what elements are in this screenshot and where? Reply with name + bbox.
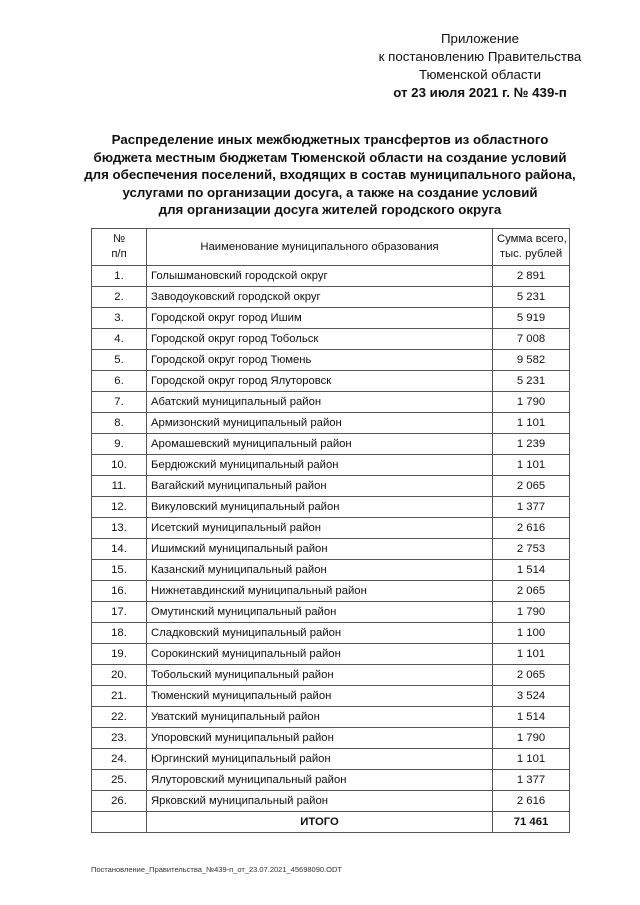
- row-number: 1.: [92, 266, 147, 287]
- row-name: Аромашевский муниципальный район: [147, 434, 493, 455]
- row-number: 23.: [92, 728, 147, 749]
- row-number: 6.: [92, 371, 147, 392]
- row-name: Вагайский муниципальный район: [147, 476, 493, 497]
- row-number: 9.: [92, 434, 147, 455]
- row-sum: 2 065: [493, 665, 570, 686]
- row-sum: 7 008: [493, 329, 570, 350]
- table-row: [92, 791, 570, 812]
- row-sum: 2 065: [493, 476, 570, 497]
- row-number: 22.: [92, 707, 147, 728]
- column-header-number: [92, 229, 147, 266]
- row-sum: 1 101: [493, 413, 570, 434]
- row-number: 4.: [92, 329, 147, 350]
- row-number: 15.: [92, 560, 147, 581]
- title-line: бюджета местным бюджетам Тюменской области на создание условий: [93, 149, 567, 165]
- table-row: [92, 623, 570, 644]
- row-number: 26.: [92, 791, 147, 812]
- row-name: Ишимский муниципальный район: [147, 539, 493, 560]
- title-line: для организации досуга жителей городского округа: [158, 202, 502, 217]
- column-header-name: Наименование муниципального образования: [147, 229, 493, 266]
- table-row: [92, 686, 570, 707]
- row-name: Ярковский муниципальный район: [147, 791, 493, 812]
- total-sum: 71 461: [493, 812, 570, 833]
- row-name: Викуловский муниципальный район: [147, 497, 493, 518]
- row-name: Казанский муниципальный район: [147, 560, 493, 581]
- row-name: Упоровский муниципальный район: [147, 728, 493, 749]
- row-number: 18.: [92, 623, 147, 644]
- total-empty-cell: [92, 812, 147, 833]
- table-row: [92, 665, 570, 686]
- row-name: Юргинский муниципальный район: [147, 749, 493, 770]
- row-sum: 1 101: [493, 749, 570, 770]
- table-row: [92, 644, 570, 665]
- row-name: Заводоуковский городской округ: [147, 287, 493, 308]
- table-row: [92, 728, 570, 749]
- row-sum: 1 377: [493, 770, 570, 791]
- row-sum: 2 065: [493, 581, 570, 602]
- table-row: [92, 749, 570, 770]
- row-sum: 1 239: [493, 434, 570, 455]
- column-header-sum: [493, 229, 570, 266]
- row-name: Тюменский муниципальный район: [147, 686, 493, 707]
- row-name: Городской округ город Тобольск: [147, 329, 493, 350]
- row-number: 8.: [92, 413, 147, 434]
- appendix-label: Приложение: [441, 31, 519, 46]
- row-sum: 2 616: [493, 518, 570, 539]
- table-row: [92, 497, 570, 518]
- row-sum: 1 101: [493, 644, 570, 665]
- row-sum: 9 582: [493, 350, 570, 371]
- row-sum: 1 790: [493, 392, 570, 413]
- row-number: 10.: [92, 455, 147, 476]
- table-row: [92, 371, 570, 392]
- row-name: Голышмановский городской округ: [147, 266, 493, 287]
- row-name: Городской округ город Ялуторовск: [147, 371, 493, 392]
- row-number: 11.: [92, 476, 147, 497]
- row-sum: 1 790: [493, 602, 570, 623]
- title-line: услугами по организации досуга, а также на создание условий: [122, 184, 538, 200]
- row-sum: 1 100: [493, 623, 570, 644]
- row-number: 21.: [92, 686, 147, 707]
- document-title: [80, 131, 580, 219]
- row-name: Уватский муниципальный район: [147, 707, 493, 728]
- row-sum: 2 891: [493, 266, 570, 287]
- row-sum: 2 616: [493, 791, 570, 812]
- appendix-header: [330, 30, 630, 102]
- title-line: Распределение иных межбюджетных трансфертов из областного: [111, 132, 549, 147]
- table-row: [92, 350, 570, 371]
- appendix-ref: к постановлению Правительства: [378, 49, 582, 64]
- allocation-table: [91, 228, 570, 833]
- table-row: [92, 329, 570, 350]
- row-number: 3.: [92, 308, 147, 329]
- row-name: Бердюжский муниципальный район: [147, 455, 493, 476]
- total-row: [92, 812, 570, 833]
- table-header-row: [92, 229, 570, 266]
- row-sum: 1 514: [493, 560, 570, 581]
- row-name: Нижнетавдинский муниципальный район: [147, 581, 493, 602]
- row-name: Омутинский муниципальный район: [147, 602, 493, 623]
- row-sum: 5 231: [493, 287, 570, 308]
- table-row: [92, 707, 570, 728]
- row-name: Абатский муниципальный район: [147, 392, 493, 413]
- row-number: 20.: [92, 665, 147, 686]
- title-line: для обеспечения поселений, входящих в состав муниципального района,: [84, 167, 576, 182]
- row-number: 13.: [92, 518, 147, 539]
- table-row: [92, 434, 570, 455]
- row-sum: 1 101: [493, 455, 570, 476]
- row-name: Ялуторовский муниципальный район: [147, 770, 493, 791]
- total-label: ИТОГО: [147, 812, 493, 833]
- appendix-region: Тюменской области: [418, 67, 542, 82]
- table-row: [92, 266, 570, 287]
- column-header-number-line2: п/п: [111, 248, 127, 260]
- row-sum: 2 753: [493, 539, 570, 560]
- table-row: [92, 455, 570, 476]
- table-row: [92, 308, 570, 329]
- row-sum: 3 524: [493, 686, 570, 707]
- row-name: Сладковский муниципальный район: [147, 623, 493, 644]
- table-row: [92, 476, 570, 497]
- footer-filename: Постановление_Правительства_№439-п_от_23.07.2021_45698090.ODT: [91, 865, 342, 874]
- row-number: 25.: [92, 770, 147, 791]
- table-row: [92, 770, 570, 791]
- row-number: 19.: [92, 644, 147, 665]
- row-number: 14.: [92, 539, 147, 560]
- row-name: Армизонский муниципальный район: [147, 413, 493, 434]
- column-header-sum-line1: Сумма всего,: [497, 233, 567, 245]
- column-header-sum-line2: тыс. рублей: [499, 248, 563, 260]
- appendix-date-number: от 23 июля 2021 г. № 439-п: [393, 85, 567, 100]
- table-row: [92, 581, 570, 602]
- row-name: Тобольский муниципальный район: [147, 665, 493, 686]
- row-name: Городской округ город Тюмень: [147, 350, 493, 371]
- row-sum: 1 790: [493, 728, 570, 749]
- row-sum: 1 514: [493, 707, 570, 728]
- row-number: 16.: [92, 581, 147, 602]
- row-number: 2.: [92, 287, 147, 308]
- column-header-number-line1: №: [112, 233, 126, 245]
- table-row: [92, 518, 570, 539]
- row-name: Исетский муниципальный район: [147, 518, 493, 539]
- row-name: Городской округ город Ишим: [147, 308, 493, 329]
- row-number: 7.: [92, 392, 147, 413]
- table-row: [92, 539, 570, 560]
- row-name: Сорокинский муниципальный район: [147, 644, 493, 665]
- row-number: 5.: [92, 350, 147, 371]
- row-number: 17.: [92, 602, 147, 623]
- row-sum: 5 231: [493, 371, 570, 392]
- row-sum: 5 919: [493, 308, 570, 329]
- table-row: [92, 392, 570, 413]
- row-number: 12.: [92, 497, 147, 518]
- table-row: [92, 560, 570, 581]
- table-row: [92, 413, 570, 434]
- table-row: [92, 602, 570, 623]
- row-sum: 1 377: [493, 497, 570, 518]
- row-number: 24.: [92, 749, 147, 770]
- table-row: [92, 287, 570, 308]
